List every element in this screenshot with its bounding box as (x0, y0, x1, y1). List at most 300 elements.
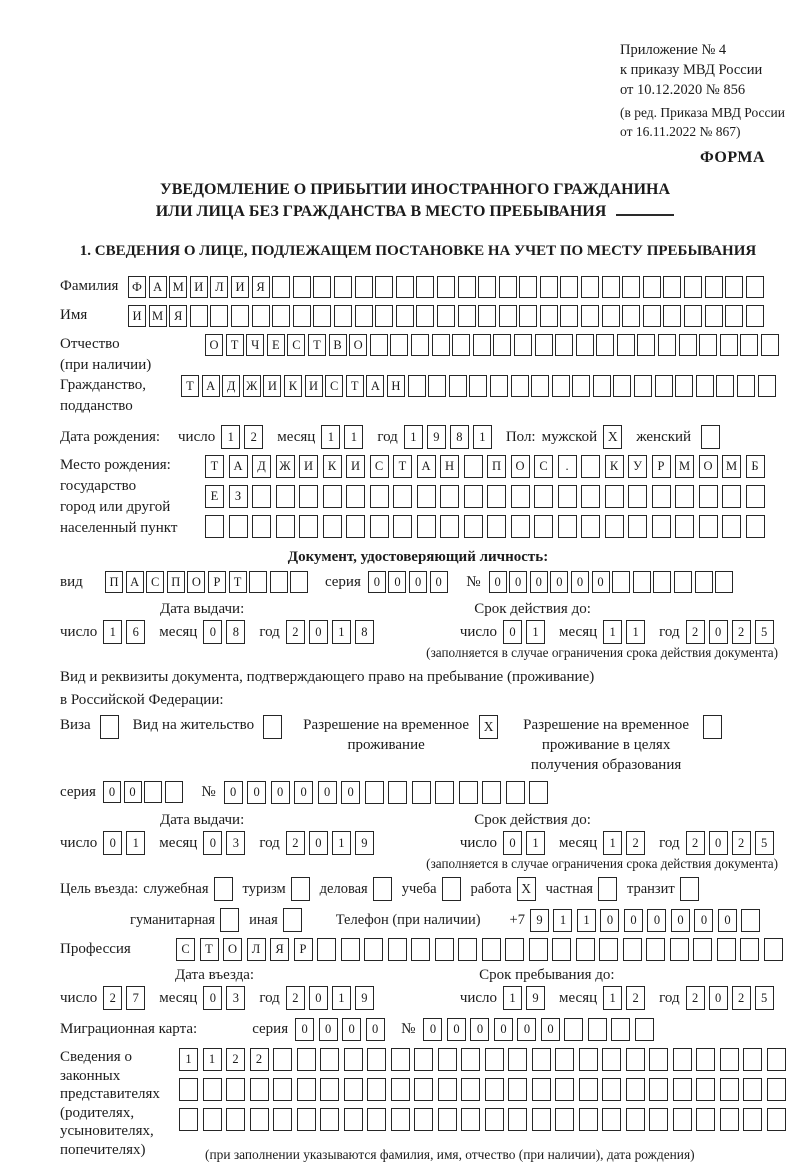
char-cell[interactable]: Т (200, 938, 219, 961)
char-cell[interactable] (555, 1108, 574, 1131)
char-cell[interactable] (320, 1078, 339, 1101)
char-cell[interactable]: 1 (603, 620, 622, 644)
char-cell[interactable] (416, 305, 434, 327)
char-cell[interactable] (646, 938, 665, 961)
char-cell[interactable] (741, 909, 760, 932)
purpose-study-checkbox[interactable] (442, 877, 461, 901)
char-cell[interactable] (435, 938, 454, 961)
char-cell[interactable] (511, 515, 530, 538)
char-cell[interactable] (276, 485, 295, 508)
char-cell[interactable] (270, 571, 288, 593)
char-cell[interactable] (344, 1108, 363, 1131)
char-cell[interactable] (540, 276, 558, 298)
char-cell[interactable]: 0 (271, 781, 290, 804)
char-cell[interactable]: 9 (427, 425, 446, 449)
char-cell[interactable] (229, 515, 248, 538)
char-cell[interactable] (473, 334, 491, 356)
char-cell[interactable]: Д (222, 375, 240, 397)
char-cell[interactable]: А (366, 375, 384, 397)
char-cell[interactable] (367, 1108, 386, 1131)
char-cell[interactable] (487, 485, 506, 508)
char-cell[interactable] (388, 781, 407, 804)
char-cell[interactable] (344, 1078, 363, 1101)
char-cell[interactable] (485, 1108, 504, 1131)
char-cell[interactable] (276, 515, 295, 538)
char-cell[interactable] (437, 305, 455, 327)
char-cell[interactable] (696, 1078, 715, 1101)
char-cell[interactable] (250, 1078, 269, 1101)
char-cell[interactable] (534, 485, 553, 508)
char-cell[interactable] (165, 781, 183, 803)
char-cell[interactable] (746, 485, 765, 508)
char-cell[interactable] (737, 375, 755, 397)
char-cell[interactable] (179, 1078, 198, 1101)
char-cell[interactable] (297, 1078, 316, 1101)
char-cell[interactable] (355, 276, 373, 298)
char-cell[interactable] (416, 276, 434, 298)
char-cell[interactable] (696, 1108, 715, 1131)
char-cell[interactable]: 2 (286, 986, 305, 1010)
char-cell[interactable] (617, 334, 635, 356)
char-cell[interactable] (252, 485, 271, 508)
sex-male-checkbox[interactable]: X (603, 425, 622, 449)
char-cell[interactable]: Е (267, 334, 285, 356)
temp-residence-checkbox[interactable]: X (479, 715, 498, 739)
char-cell[interactable] (390, 334, 408, 356)
char-cell[interactable] (720, 1048, 739, 1071)
char-cell[interactable]: М (675, 455, 694, 478)
char-cell[interactable] (740, 938, 759, 961)
char-cell[interactable] (555, 1048, 574, 1071)
char-cell[interactable] (519, 276, 537, 298)
char-cell[interactable]: 0 (530, 571, 548, 593)
char-cell[interactable]: 8 (450, 425, 469, 449)
char-cell[interactable] (649, 1078, 668, 1101)
char-cell[interactable]: 0 (319, 1018, 338, 1041)
char-cell[interactable]: Р (652, 455, 671, 478)
char-cell[interactable] (716, 375, 734, 397)
char-cell[interactable]: И (128, 305, 146, 327)
char-cell[interactable] (684, 276, 702, 298)
char-cell[interactable] (581, 276, 599, 298)
char-cell[interactable]: 0 (342, 1018, 361, 1041)
char-cell[interactable] (560, 276, 578, 298)
char-cell[interactable] (720, 1108, 739, 1131)
char-cell[interactable] (272, 276, 290, 298)
char-cell[interactable] (370, 485, 389, 508)
char-cell[interactable] (485, 1078, 504, 1101)
char-cell[interactable] (705, 276, 723, 298)
char-cell[interactable] (696, 1048, 715, 1071)
char-cell[interactable]: О (349, 334, 367, 356)
char-cell[interactable]: С (287, 334, 305, 356)
char-cell[interactable]: 2 (286, 620, 305, 644)
char-cell[interactable] (555, 334, 573, 356)
char-cell[interactable] (210, 305, 228, 327)
visa-checkbox[interactable] (100, 715, 119, 739)
char-cell[interactable]: 1 (344, 425, 363, 449)
char-cell[interactable]: 0 (709, 620, 728, 644)
char-cell[interactable] (487, 515, 506, 538)
char-cell[interactable]: 5 (755, 831, 774, 855)
char-cell[interactable]: 0 (447, 1018, 466, 1041)
char-cell[interactable]: 0 (103, 831, 122, 855)
char-cell[interactable] (464, 515, 483, 538)
char-cell[interactable] (273, 1108, 292, 1131)
char-cell[interactable] (478, 305, 496, 327)
char-cell[interactable] (581, 455, 600, 478)
char-cell[interactable] (273, 1078, 292, 1101)
char-cell[interactable] (293, 305, 311, 327)
char-cell[interactable] (297, 1108, 316, 1131)
char-cell[interactable] (508, 1048, 527, 1071)
char-cell[interactable]: 0 (124, 781, 142, 803)
char-cell[interactable]: Р (294, 938, 313, 961)
char-cell[interactable] (605, 515, 624, 538)
char-cell[interactable]: 2 (626, 986, 645, 1010)
char-cell[interactable] (588, 1018, 607, 1041)
char-cell[interactable]: 0 (423, 1018, 442, 1041)
char-cell[interactable]: 1 (473, 425, 492, 449)
char-cell[interactable] (508, 1108, 527, 1131)
char-cell[interactable] (299, 515, 318, 538)
char-cell[interactable] (478, 276, 496, 298)
char-cell[interactable] (435, 781, 454, 804)
char-cell[interactable]: 2 (250, 1048, 269, 1071)
char-cell[interactable]: 1 (603, 986, 622, 1010)
char-cell[interactable] (602, 1108, 621, 1131)
char-cell[interactable] (717, 938, 736, 961)
char-cell[interactable]: 2 (686, 831, 705, 855)
char-cell[interactable] (633, 571, 651, 593)
char-cell[interactable]: 5 (755, 620, 774, 644)
char-cell[interactable]: 0 (366, 1018, 385, 1041)
char-cell[interactable] (252, 515, 271, 538)
char-cell[interactable] (367, 1048, 386, 1071)
char-cell[interactable]: З (229, 485, 248, 508)
char-cell[interactable] (699, 515, 718, 538)
char-cell[interactable]: 0 (709, 831, 728, 855)
char-cell[interactable] (572, 375, 590, 397)
char-cell[interactable] (599, 938, 618, 961)
char-cell[interactable] (203, 1108, 222, 1131)
char-cell[interactable] (440, 485, 459, 508)
char-cell[interactable]: 0 (709, 986, 728, 1010)
char-cell[interactable] (596, 334, 614, 356)
purpose-private-checkbox[interactable] (598, 877, 617, 901)
char-cell[interactable] (408, 375, 426, 397)
char-cell[interactable]: Ж (276, 455, 295, 478)
char-cell[interactable] (290, 571, 308, 593)
char-cell[interactable]: 0 (368, 571, 386, 593)
char-cell[interactable] (613, 375, 631, 397)
char-cell[interactable]: 1 (404, 425, 423, 449)
char-cell[interactable] (720, 334, 738, 356)
char-cell[interactable]: 0 (341, 781, 360, 804)
char-cell[interactable]: 1 (503, 986, 522, 1010)
residence-permit-checkbox[interactable] (263, 715, 282, 739)
char-cell[interactable]: У (628, 455, 647, 478)
char-cell[interactable]: Ф (128, 276, 146, 298)
char-cell[interactable] (529, 938, 548, 961)
char-cell[interactable] (511, 485, 530, 508)
char-cell[interactable]: 9 (530, 909, 549, 932)
char-cell[interactable]: 0 (509, 571, 527, 593)
char-cell[interactable] (313, 305, 331, 327)
char-cell[interactable] (482, 781, 501, 804)
char-cell[interactable]: М (722, 455, 741, 478)
char-cell[interactable] (499, 276, 517, 298)
char-cell[interactable] (482, 938, 501, 961)
char-cell[interactable] (323, 485, 342, 508)
char-cell[interactable]: 9 (355, 831, 374, 855)
char-cell[interactable]: 2 (732, 620, 751, 644)
char-cell[interactable] (746, 515, 765, 538)
char-cell[interactable] (605, 485, 624, 508)
char-cell[interactable] (622, 276, 640, 298)
char-cell[interactable] (743, 1048, 762, 1071)
char-cell[interactable]: Я (252, 276, 270, 298)
char-cell[interactable] (438, 1108, 457, 1131)
char-cell[interactable]: Ж (243, 375, 261, 397)
char-cell[interactable] (320, 1108, 339, 1131)
char-cell[interactable]: 0 (489, 571, 507, 593)
char-cell[interactable] (746, 305, 764, 327)
char-cell[interactable] (626, 1108, 645, 1131)
char-cell[interactable]: 0 (503, 620, 522, 644)
char-cell[interactable]: С (176, 938, 195, 961)
char-cell[interactable] (534, 515, 553, 538)
char-cell[interactable]: 0 (309, 986, 328, 1010)
char-cell[interactable] (637, 334, 655, 356)
char-cell[interactable]: 3 (226, 831, 245, 855)
char-cell[interactable] (365, 781, 384, 804)
char-cell[interactable]: 2 (244, 425, 263, 449)
char-cell[interactable] (355, 305, 373, 327)
char-cell[interactable]: 0 (550, 571, 568, 593)
char-cell[interactable] (626, 1048, 645, 1071)
char-cell[interactable] (560, 305, 578, 327)
char-cell[interactable]: С (370, 455, 389, 478)
char-cell[interactable]: 0 (309, 620, 328, 644)
char-cell[interactable] (179, 1108, 198, 1131)
char-cell[interactable] (581, 305, 599, 327)
char-cell[interactable]: К (284, 375, 302, 397)
char-cell[interactable]: Я (270, 938, 289, 961)
char-cell[interactable] (655, 375, 673, 397)
char-cell[interactable] (458, 276, 476, 298)
char-cell[interactable] (635, 1018, 654, 1041)
char-cell[interactable] (725, 276, 743, 298)
char-cell[interactable]: 2 (626, 831, 645, 855)
char-cell[interactable] (344, 1048, 363, 1071)
char-cell[interactable]: 1 (179, 1048, 198, 1071)
char-cell[interactable] (602, 305, 620, 327)
char-cell[interactable]: М (169, 276, 187, 298)
char-cell[interactable] (411, 334, 429, 356)
char-cell[interactable] (535, 334, 553, 356)
char-cell[interactable]: 0 (203, 620, 222, 644)
char-cell[interactable]: 2 (732, 831, 751, 855)
char-cell[interactable] (699, 485, 718, 508)
char-cell[interactable]: Е (205, 485, 224, 508)
char-cell[interactable] (250, 1108, 269, 1131)
char-cell[interactable]: 0 (494, 1018, 513, 1041)
char-cell[interactable] (699, 334, 717, 356)
char-cell[interactable]: 9 (526, 986, 545, 1010)
char-cell[interactable]: А (229, 455, 248, 478)
char-cell[interactable] (623, 938, 642, 961)
char-cell[interactable]: 9 (355, 986, 374, 1010)
char-cell[interactable] (375, 276, 393, 298)
char-cell[interactable] (458, 938, 477, 961)
char-cell[interactable] (226, 1108, 245, 1131)
char-cell[interactable]: 2 (686, 986, 705, 1010)
char-cell[interactable]: Т (308, 334, 326, 356)
char-cell[interactable]: П (105, 571, 123, 593)
char-cell[interactable] (581, 485, 600, 508)
char-cell[interactable] (552, 375, 570, 397)
char-cell[interactable]: 0 (541, 1018, 560, 1041)
char-cell[interactable] (514, 334, 532, 356)
char-cell[interactable] (459, 781, 478, 804)
char-cell[interactable] (464, 455, 483, 478)
char-cell[interactable] (490, 375, 508, 397)
char-cell[interactable] (391, 1078, 410, 1101)
char-cell[interactable] (252, 305, 270, 327)
char-cell[interactable] (417, 515, 436, 538)
purpose-other-checkbox[interactable] (283, 908, 302, 932)
char-cell[interactable] (693, 938, 712, 961)
char-cell[interactable] (499, 305, 517, 327)
char-cell[interactable]: 0 (671, 909, 690, 932)
char-cell[interactable] (675, 515, 694, 538)
char-cell[interactable]: 2 (732, 986, 751, 1010)
char-cell[interactable]: 0 (718, 909, 737, 932)
char-cell[interactable] (658, 334, 676, 356)
char-cell[interactable]: Т (229, 571, 247, 593)
char-cell[interactable]: 0 (388, 571, 406, 593)
char-cell[interactable] (323, 515, 342, 538)
char-cell[interactable]: Р (208, 571, 226, 593)
char-cell[interactable]: 0 (503, 831, 522, 855)
char-cell[interactable] (579, 1078, 598, 1101)
char-cell[interactable]: 1 (526, 831, 545, 855)
char-cell[interactable]: 1 (221, 425, 240, 449)
char-cell[interactable]: 0 (295, 1018, 314, 1041)
char-cell[interactable] (370, 515, 389, 538)
char-cell[interactable]: 0 (647, 909, 666, 932)
char-cell[interactable] (675, 485, 694, 508)
char-cell[interactable] (643, 305, 661, 327)
char-cell[interactable] (649, 1048, 668, 1071)
char-cell[interactable] (628, 485, 647, 508)
char-cell[interactable] (511, 375, 529, 397)
char-cell[interactable]: 0 (571, 571, 589, 593)
char-cell[interactable] (272, 305, 290, 327)
char-cell[interactable] (626, 1078, 645, 1101)
char-cell[interactable] (417, 485, 436, 508)
char-cell[interactable]: Н (387, 375, 405, 397)
char-cell[interactable] (144, 781, 162, 803)
char-cell[interactable] (722, 485, 741, 508)
char-cell[interactable] (293, 276, 311, 298)
char-cell[interactable] (555, 1078, 574, 1101)
char-cell[interactable]: 0 (430, 571, 448, 593)
char-cell[interactable] (674, 571, 692, 593)
char-cell[interactable] (396, 276, 414, 298)
char-cell[interactable]: И (299, 455, 318, 478)
char-cell[interactable] (438, 1048, 457, 1071)
char-cell[interactable]: И (346, 455, 365, 478)
char-cell[interactable]: Н (440, 455, 459, 478)
char-cell[interactable] (414, 1078, 433, 1101)
char-cell[interactable] (622, 305, 640, 327)
char-cell[interactable] (414, 1108, 433, 1131)
char-cell[interactable] (746, 276, 764, 298)
char-cell[interactable]: 1 (126, 831, 145, 855)
char-cell[interactable] (458, 305, 476, 327)
char-cell[interactable] (653, 571, 671, 593)
char-cell[interactable] (576, 938, 595, 961)
char-cell[interactable]: П (167, 571, 185, 593)
sex-female-checkbox[interactable] (701, 425, 720, 449)
char-cell[interactable] (334, 276, 352, 298)
char-cell[interactable]: Ч (246, 334, 264, 356)
char-cell[interactable]: В (329, 334, 347, 356)
char-cell[interactable] (396, 305, 414, 327)
char-cell[interactable] (673, 1048, 692, 1071)
char-cell[interactable]: 8 (355, 620, 374, 644)
char-cell[interactable] (649, 1108, 668, 1131)
char-cell[interactable] (679, 334, 697, 356)
char-cell[interactable]: 1 (332, 986, 351, 1010)
char-cell[interactable]: 2 (286, 831, 305, 855)
purpose-work-checkbox[interactable]: X (517, 877, 536, 901)
char-cell[interactable]: 0 (624, 909, 643, 932)
char-cell[interactable]: 0 (203, 986, 222, 1010)
char-cell[interactable] (643, 276, 661, 298)
char-cell[interactable] (579, 1048, 598, 1071)
char-cell[interactable] (761, 334, 779, 356)
char-cell[interactable]: 6 (126, 620, 145, 644)
char-cell[interactable] (370, 334, 388, 356)
char-cell[interactable]: 0 (224, 781, 243, 804)
char-cell[interactable]: Т (205, 455, 224, 478)
char-cell[interactable]: 0 (294, 781, 313, 804)
char-cell[interactable] (696, 375, 714, 397)
char-cell[interactable] (529, 781, 548, 804)
char-cell[interactable]: 8 (226, 620, 245, 644)
char-cell[interactable] (299, 485, 318, 508)
char-cell[interactable] (317, 938, 336, 961)
char-cell[interactable] (558, 485, 577, 508)
char-cell[interactable]: П (487, 455, 506, 478)
char-cell[interactable]: 1 (321, 425, 340, 449)
char-cell[interactable] (673, 1078, 692, 1101)
char-cell[interactable] (346, 485, 365, 508)
char-cell[interactable]: 1 (553, 909, 572, 932)
char-cell[interactable]: 1 (332, 831, 351, 855)
char-cell[interactable] (576, 334, 594, 356)
char-cell[interactable] (593, 375, 611, 397)
char-cell[interactable]: Т (181, 375, 199, 397)
char-cell[interactable] (720, 1078, 739, 1101)
char-cell[interactable]: 0 (470, 1018, 489, 1041)
char-cell[interactable]: 0 (409, 571, 427, 593)
char-cell[interactable] (564, 1018, 583, 1041)
char-cell[interactable] (652, 515, 671, 538)
